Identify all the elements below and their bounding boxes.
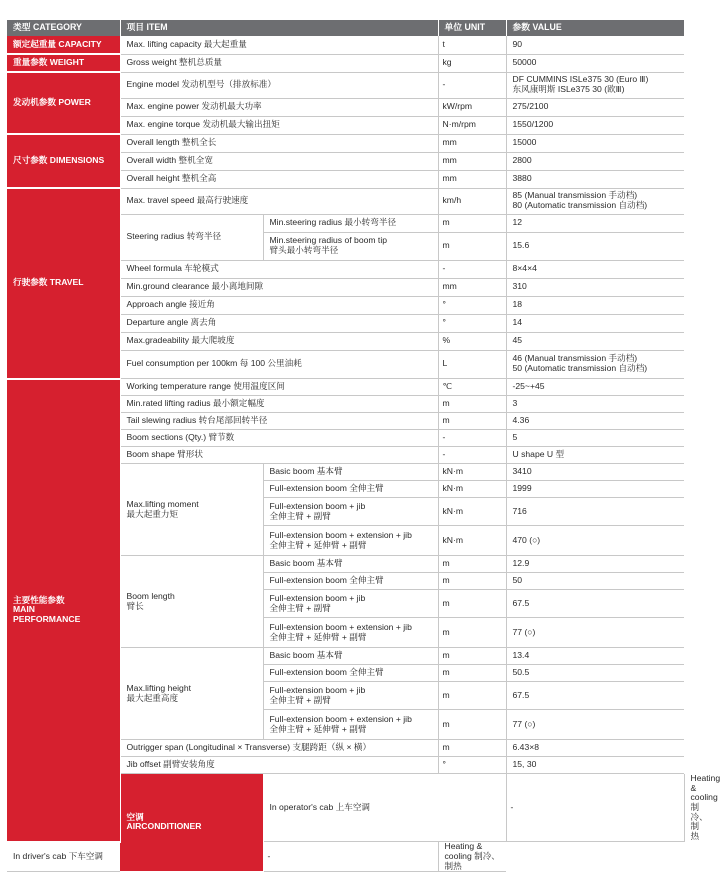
item-label: Engine model 发动机型号（排放标准）	[120, 72, 438, 98]
value-cell: 1999	[506, 481, 684, 498]
unit-cell: m	[438, 665, 506, 682]
unit-cell: mm	[438, 134, 506, 152]
value-cell: 15000	[506, 134, 684, 152]
item-label: In driver's cab 下车空调	[7, 842, 263, 872]
header-unit: 单位 UNIT	[438, 20, 506, 36]
item-label: Boom shape 臂形状	[120, 447, 438, 464]
unit-cell: m	[438, 590, 506, 618]
unit-cell: m	[438, 618, 506, 648]
item-label: Wheel formula 车轮模式	[120, 260, 438, 278]
value-cell: DF CUMMINS ISLe375 30 (Euro Ⅲ) 东风康明斯 ISLe375 30 (欧Ⅲ)	[506, 72, 684, 98]
item-label: Boom length 臂长	[120, 556, 263, 648]
item-label: Outrigger span (Longitudinal × Transverse) 支腿跨距（纵 × 横）	[120, 740, 438, 757]
item-label: Max. lifting capacity 最大起重量	[120, 36, 438, 54]
unit-cell: -	[438, 260, 506, 278]
table-header-row	[7, 20, 684, 36]
category-power: 发动机参数 POWER	[7, 72, 120, 134]
table-row	[7, 36, 684, 54]
value-cell: 6.43×8	[506, 740, 684, 757]
unit-cell: m	[438, 556, 506, 573]
table-row	[7, 72, 684, 98]
item-label: Tail slewing radius 转台尾部回转半径	[120, 413, 438, 430]
item-label: Max.lifting moment 最大起重力矩	[120, 464, 263, 556]
subitem-label: Full-extension boom + jib 全伸主臂 + 副臂	[263, 498, 438, 526]
value-cell: 12	[506, 214, 684, 232]
value-cell: 50000	[506, 54, 684, 72]
unit-cell: °	[438, 757, 506, 774]
item-label: Max.lifting height 最大起重高度	[120, 648, 263, 740]
unit-cell: kN·m	[438, 526, 506, 556]
value-cell: 15.6	[506, 232, 684, 260]
subitem-label: Full-extension boom + jib 全伸主臂 + 副臂	[263, 590, 438, 618]
unit-cell: mm	[438, 278, 506, 296]
item-label: Max. travel speed 最高行驶速度	[120, 188, 438, 214]
item-label: Boom sections (Qty.) 臂节数	[120, 430, 438, 447]
subitem-label: Full-extension boom + extension + jib 全伸主臂 + 延伸臂 + 副臂	[263, 710, 438, 740]
header-value: 参数 VALUE	[506, 20, 684, 36]
value-cell: 1550/1200	[506, 116, 684, 134]
unit-cell: L	[438, 350, 506, 378]
table-row	[7, 379, 684, 396]
specification-table	[7, 20, 720, 873]
value-cell: 12.9	[506, 556, 684, 573]
unit-cell: m	[438, 214, 506, 232]
header-category: 类型 CATEGORY	[7, 20, 120, 36]
value-cell: 15, 30	[506, 757, 684, 774]
value-cell: -25~+45	[506, 379, 684, 396]
unit-cell: -	[263, 842, 438, 872]
value-cell: 3	[506, 396, 684, 413]
unit-cell: m	[438, 682, 506, 710]
unit-cell: m	[438, 573, 506, 590]
value-cell: 18	[506, 296, 684, 314]
unit-cell: kg	[438, 54, 506, 72]
value-cell: 67.5	[506, 590, 684, 618]
unit-cell: kW/rpm	[438, 98, 506, 116]
table-row	[7, 842, 684, 872]
category-main-performance: 主要性能参数 MAIN PERFORMANCE	[7, 379, 120, 842]
subitem-label: Min.steering radius of boom tip 臂头最小转弯半径	[263, 232, 438, 260]
unit-cell: °	[438, 314, 506, 332]
value-cell: 50.5	[506, 665, 684, 682]
item-label: Overall height 整机全高	[120, 170, 438, 188]
value-cell: 3880	[506, 170, 684, 188]
value-cell: 3410	[506, 464, 684, 481]
unit-cell: N·m/rpm	[438, 116, 506, 134]
item-label: Min.rated lifting radius 最小额定幅度	[120, 396, 438, 413]
subitem-label: Full-extension boom + extension + jib 全伸主臂 + 延伸臂 + 副臂	[263, 618, 438, 648]
item-label: Max. engine power 发动机最大功率	[120, 98, 438, 116]
unit-cell: m	[438, 232, 506, 260]
table-row	[7, 188, 684, 214]
header-item: 项目 ITEM	[120, 20, 438, 36]
category-weight: 重量参数 WEIGHT	[7, 54, 120, 72]
item-label: Overall width 整机全宽	[120, 152, 438, 170]
item-label: Working temperature range 使用温度区间	[120, 379, 438, 396]
unit-cell: km/h	[438, 188, 506, 214]
value-cell: U shape U 型	[506, 447, 684, 464]
value-cell: 4.36	[506, 413, 684, 430]
category-capacity: 额定起重量 CAPACITY	[7, 36, 120, 54]
value-cell: 45	[506, 332, 684, 350]
subitem-label: Full-extension boom 全伸主臂	[263, 481, 438, 498]
item-label: Fuel consumption per 100km 每 100 公里油耗	[120, 350, 438, 378]
unit-cell: -	[438, 430, 506, 447]
category-airconditioner: 空调 AIRCONDITIONER	[120, 774, 263, 872]
value-cell: 470 (○)	[506, 526, 684, 556]
value-cell: 13.4	[506, 648, 684, 665]
unit-cell: m	[438, 413, 506, 430]
unit-cell: m	[438, 740, 506, 757]
value-cell: 77 (○)	[506, 618, 684, 648]
item-label: Approach angle 接近角	[120, 296, 438, 314]
subitem-label: Basic boom 基本臂	[263, 464, 438, 481]
unit-cell: mm	[438, 152, 506, 170]
value-cell: 77 (○)	[506, 710, 684, 740]
subitem-label: Full-extension boom + jib 全伸主臂 + 副臂	[263, 682, 438, 710]
subitem-label: Min.steering radius 最小转弯半径	[263, 214, 438, 232]
unit-cell: %	[438, 332, 506, 350]
item-label: Departure angle 离去角	[120, 314, 438, 332]
table-row	[7, 54, 684, 72]
category-travel: 行驶参数 TRAVEL	[7, 188, 120, 379]
category-dimensions: 尺寸参数 DIMENSIONS	[7, 134, 120, 188]
unit-cell: m	[438, 396, 506, 413]
item-label: Min.ground clearance 最小离地间隙	[120, 278, 438, 296]
value-cell: 8×4×4	[506, 260, 684, 278]
value-cell: 275/2100	[506, 98, 684, 116]
value-cell: 46 (Manual transmission 手动档) 50 (Automatic transmission 自动档)	[506, 350, 684, 378]
item-label: Gross weight 整机总质量	[120, 54, 438, 72]
subitem-label: Full-extension boom 全伸主臂	[263, 573, 438, 590]
item-label: Steering radius 转弯半径	[120, 214, 263, 260]
unit-cell: °	[438, 296, 506, 314]
value-cell: 85 (Manual transmission 手动档) 80 (Automatic transmission 自动档)	[506, 188, 684, 214]
value-cell: 50	[506, 573, 684, 590]
item-label: Overall length 整机全长	[120, 134, 438, 152]
unit-cell: -	[438, 447, 506, 464]
unit-cell: m	[438, 648, 506, 665]
unit-cell: m	[438, 710, 506, 740]
unit-cell: ℃	[438, 379, 506, 396]
unit-cell: -	[506, 774, 684, 842]
value-cell: Heating & cooling 制冷、制热	[438, 842, 506, 872]
item-label: Max. engine torque 发动机最大输出扭矩	[120, 116, 438, 134]
table-row: 空调 AIRCONDITIONER In operator's cab 上车空调 - Heating & cooling 制冷、制热	[7, 774, 684, 842]
unit-cell: -	[438, 72, 506, 98]
subitem-label: Basic boom 基本臂	[263, 648, 438, 665]
unit-cell: kN·m	[438, 464, 506, 481]
item-label: Max.gradeability 最大爬坡度	[120, 332, 438, 350]
value-cell: 14	[506, 314, 684, 332]
value-cell: 2800	[506, 152, 684, 170]
subitem-label: Basic boom 基本臂	[263, 556, 438, 573]
table-row	[7, 134, 684, 152]
value-cell: 90	[506, 36, 684, 54]
value-cell: 5	[506, 430, 684, 447]
unit-cell: mm	[438, 170, 506, 188]
value-cell: 67.5	[506, 682, 684, 710]
unit-cell: kN·m	[438, 498, 506, 526]
value-cell: 716	[506, 498, 684, 526]
item-label: Jib offset 副臂安装角度	[120, 757, 438, 774]
subitem-label: Full-extension boom 全伸主臂	[263, 665, 438, 682]
subitem-label: Full-extension boom + extension + jib 全伸主臂 + 延伸臂 + 副臂	[263, 526, 438, 556]
value-cell: 310	[506, 278, 684, 296]
item-label: In operator's cab 上车空调	[263, 774, 506, 842]
unit-cell: kN·m	[438, 481, 506, 498]
unit-cell: t	[438, 36, 506, 54]
